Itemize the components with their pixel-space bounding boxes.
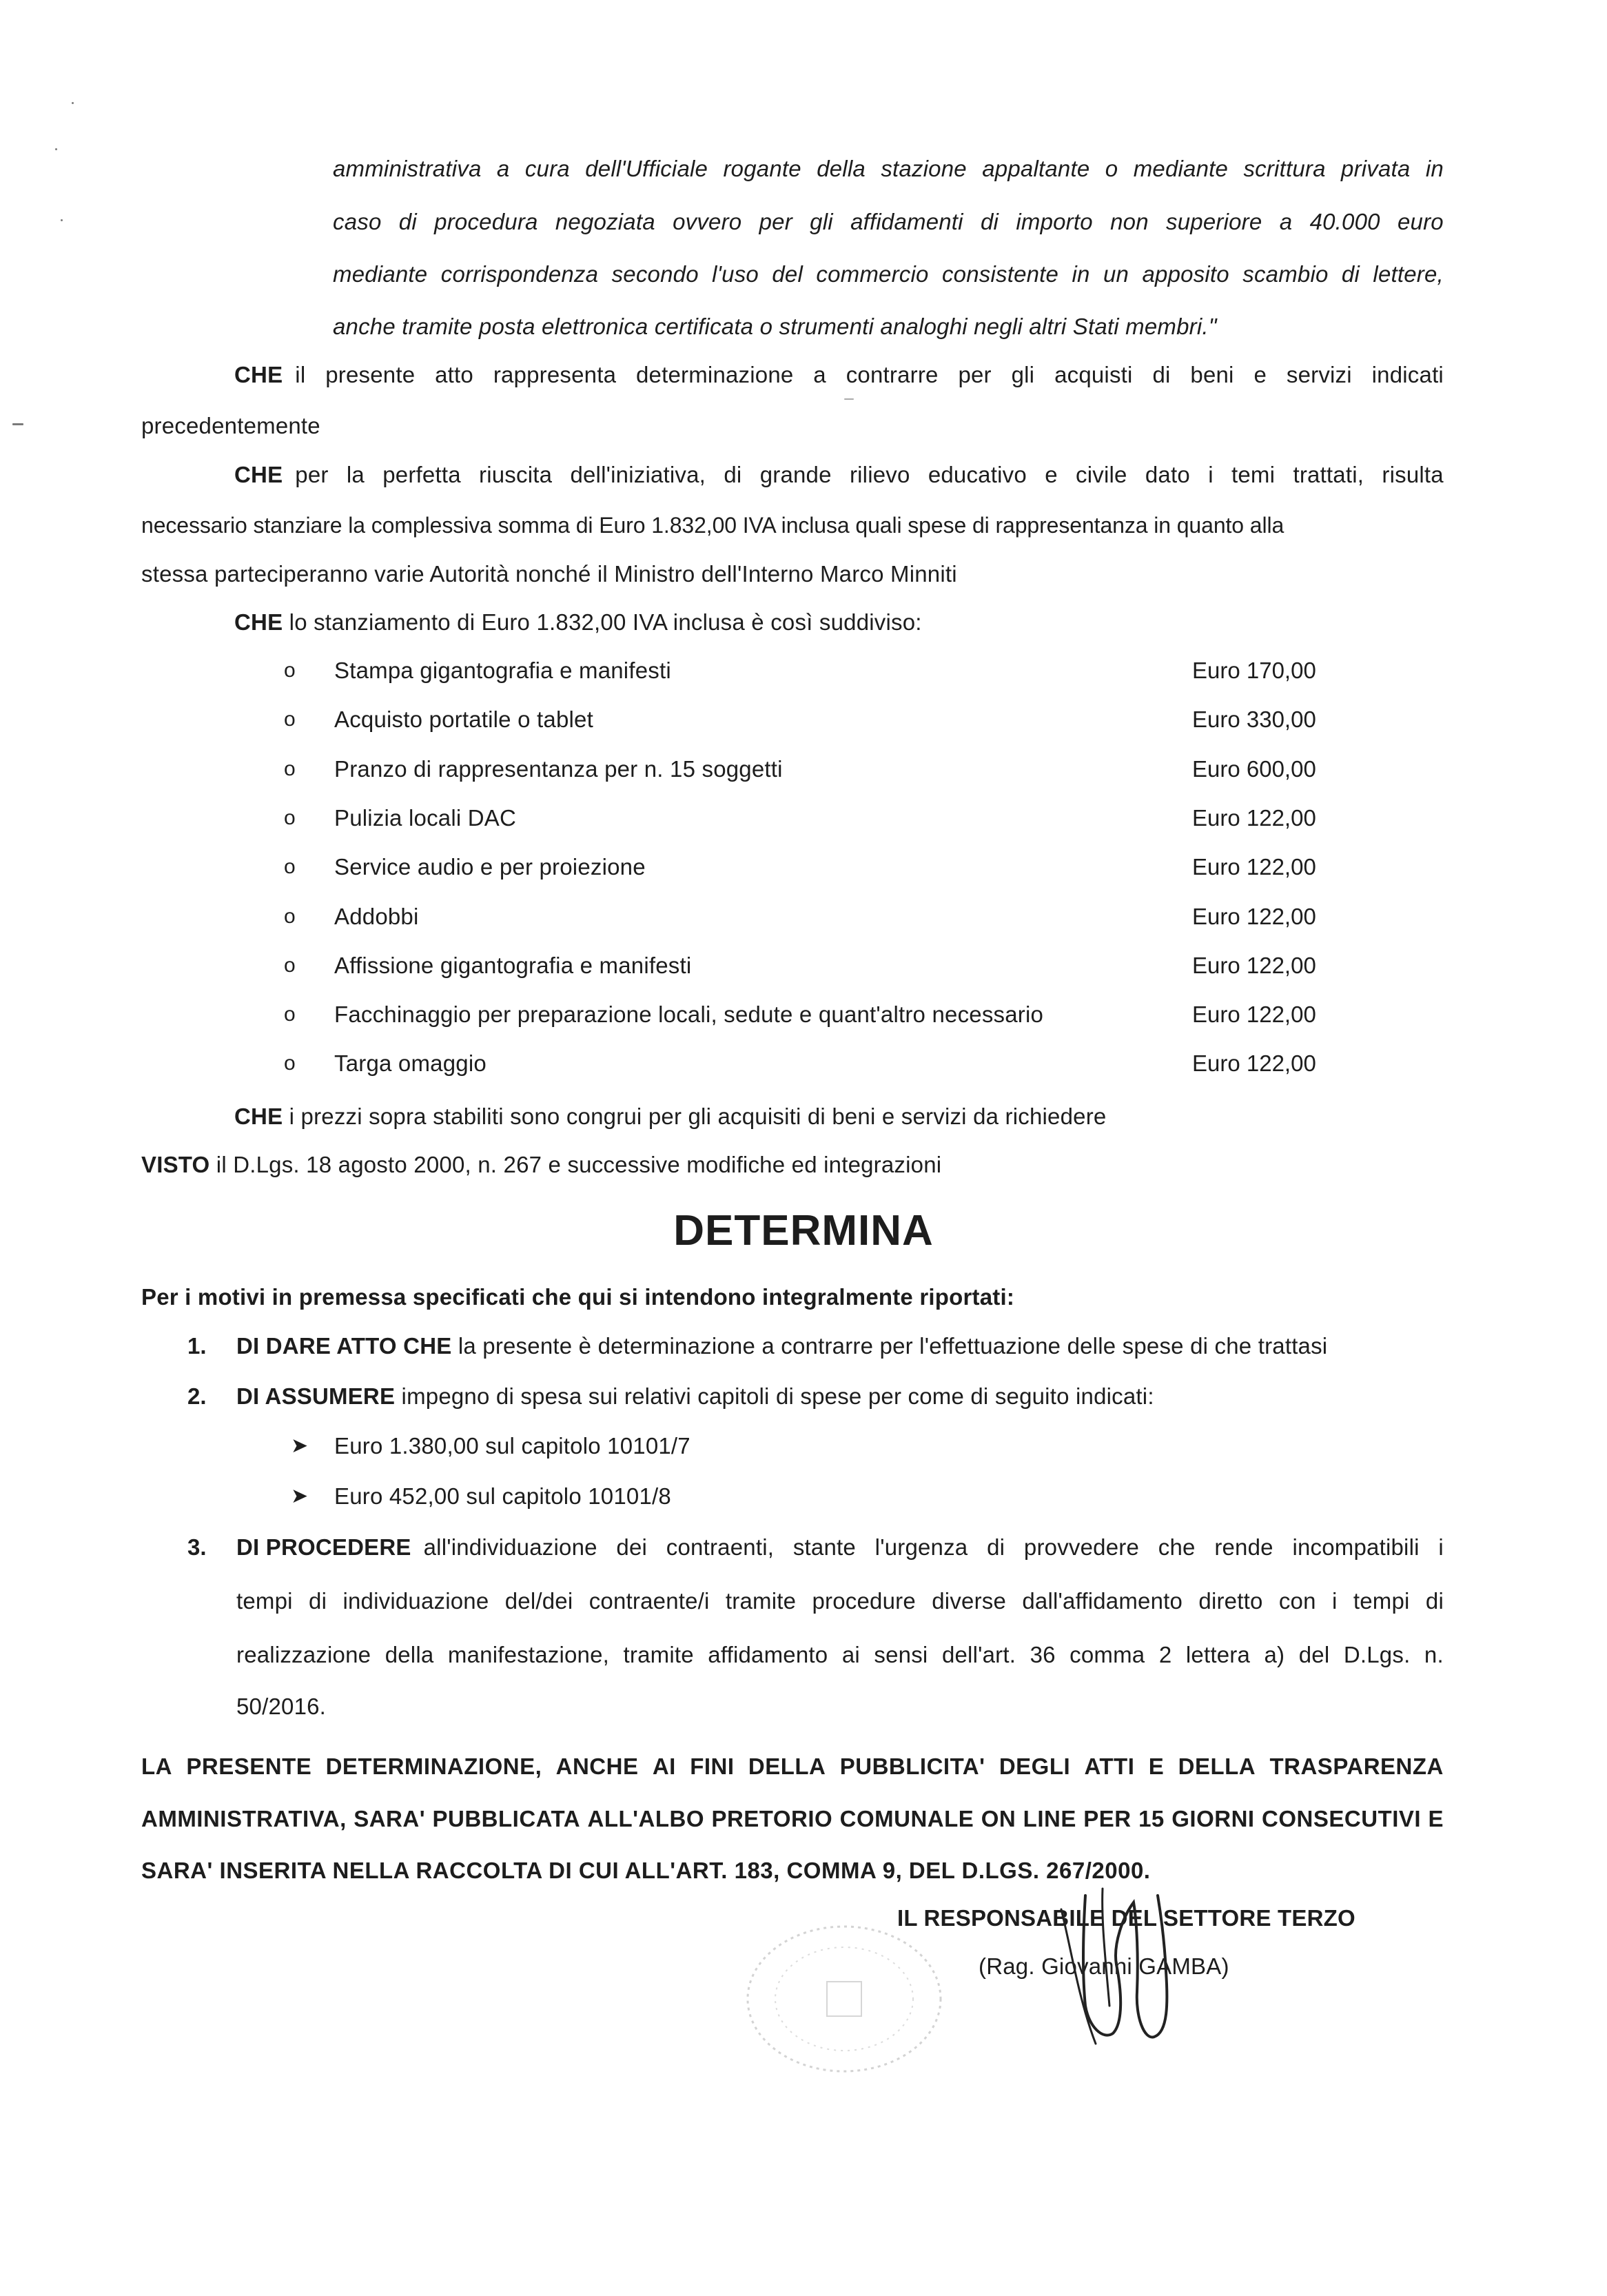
- expense-amount: Euro 330,00: [1192, 707, 1316, 732]
- publication-line-2: AMMINISTRATIVA, SARA' PUBBLICATA ALL'ALBO PRETORIO COMUNALE ON LINE PER 15 GIORNI CONSECUTIVI E: [141, 1806, 1444, 1831]
- handwritten-signature: [1020, 1868, 1199, 2054]
- scan-speck: [55, 148, 57, 150]
- che-3-text: lo stanziamento di Euro 1.832,00 IVA inclusa è così suddiviso:: [289, 609, 922, 635]
- scan-speck: [61, 219, 63, 221]
- che-3-line: [234, 609, 922, 636]
- point-2-text: impegno di spesa sui relativi capitoli di spese per come di seguito indicati:: [401, 1383, 1154, 1409]
- che-1-text: il presente atto rappresenta determinazione a contrarre per gli acquisti di beni e servizi indicati: [295, 362, 1444, 387]
- intro-line-2: caso di procedura negoziata ovvero per gli affidamenti di importo non superiore a 40.000 euro: [333, 209, 1444, 234]
- visto-label: VISTO: [141, 1152, 210, 1177]
- visto-line: [141, 1151, 941, 1179]
- point-3-line-1: [236, 1534, 1444, 1561]
- point-2-line: [236, 1383, 1154, 1410]
- sub-item-1: Euro 1.380,00 sul capitolo 10101/7: [334, 1433, 690, 1459]
- che-4-line: [234, 1103, 1106, 1130]
- list-bullet-icon: o: [284, 659, 296, 682]
- signatory-title: IL RESPONSABILE DEL SETTORE TERZO: [897, 1905, 1355, 1931]
- che-1-line-2: precedentemente: [141, 413, 320, 438]
- expense-amount: Euro 122,00: [1192, 854, 1316, 880]
- intro-line-3: mediante corrispondenza secondo l'uso del commercio consistente in un apposito scambio di lettere,: [333, 261, 1444, 287]
- scan-speck: [72, 102, 74, 104]
- expense-amount: Euro 122,00: [1192, 904, 1316, 929]
- che-2-line-1: [234, 461, 1444, 489]
- list-bullet-icon: o: [284, 855, 296, 878]
- expense-item: Pranzo di rappresentanza per n. 15 soggetti: [334, 756, 783, 782]
- che-2-line-3: stessa parteciperanno varie Autorità nonché il Ministro dell'Interno Marco Minniti: [141, 561, 957, 587]
- expense-item: Targa omaggio: [334, 1050, 487, 1076]
- determina-heading: DETERMINA: [673, 1207, 934, 1254]
- point-1-label: DI DARE ATTO CHE: [236, 1333, 452, 1359]
- list-bullet-icon: o: [284, 905, 296, 928]
- point-3-text: all'individuazione dei contraenti, stante l'urgenza di provvedere che rende incompatibili i: [423, 1534, 1444, 1560]
- che-1-line-1: [234, 361, 1444, 389]
- expense-item: Acquisto portatile o tablet: [334, 707, 593, 732]
- expense-amount: Euro 122,00: [1192, 1002, 1316, 1027]
- official-stamp: [730, 1916, 958, 2082]
- expense-item: Facchinaggio per preparazione locali, sedute e quant'altro necessario: [334, 1002, 1044, 1027]
- publication-line-3: SARA' INSERITA NELLA RACCOLTA DI CUI ALL'ART. 183, COMMA 9, DEL D.LGS. 267/2000.: [141, 1858, 1151, 1883]
- expense-item: Pulizia locali DAC: [334, 805, 517, 831]
- expense-item: Stampa gigantografia e manifesti: [334, 658, 671, 683]
- list-bullet-icon: o: [284, 758, 296, 780]
- visto-text: il D.Lgs. 18 agosto 2000, n. 267 e successive modifiche ed integrazioni: [216, 1152, 942, 1177]
- expense-item: Affissione gigantografia e manifesti: [334, 953, 692, 978]
- point-1-line: [236, 1332, 1327, 1360]
- point-3-line-4: 50/2016.: [236, 1694, 327, 1719]
- point-1-text: la presente è determinazione a contrarre per l'effettuazione delle spese di che trattasi: [458, 1333, 1328, 1359]
- list-bullet-icon: o: [284, 1052, 296, 1075]
- che-3-label: CHE: [234, 609, 283, 635]
- scan-speck: [844, 398, 854, 400]
- motivi-line: Per i motivi in premessa specificati che qui si intendono integralmente riportati:: [141, 1284, 1015, 1310]
- list-bullet-icon: o: [284, 708, 296, 731]
- list-bullet-icon: o: [284, 1003, 296, 1026]
- sub-item-2: Euro 452,00 sul capitolo 10101/8: [334, 1483, 671, 1509]
- expense-amount: Euro 122,00: [1192, 953, 1316, 978]
- point-2-number: 2.: [187, 1383, 207, 1409]
- expense-amount: Euro 122,00: [1192, 1050, 1316, 1076]
- che-1-label: CHE: [234, 362, 283, 387]
- list-bullet-icon: o: [284, 954, 296, 977]
- intro-line-4: anche tramite posta elettronica certificata o strumenti analoghi negli altri Stati membri.": [333, 314, 1217, 339]
- che-2-label: CHE: [234, 462, 283, 487]
- che-4-text: i prezzi sopra stabiliti sono congrui per gli acquisiti di beni e servizi da richiedere: [289, 1104, 1107, 1129]
- signatory-name: (Rag. Giovanni GAMBA): [979, 1953, 1229, 1979]
- point-3-line-2: tempi di individuazione del/dei contraente/i tramite procedure diverse dall'affidamento diretto con i tempi di: [236, 1588, 1444, 1614]
- publication-line-1: LA PRESENTE DETERMINAZIONE, ANCHE AI FINI DELLA PUBBLICITA' DEGLI ATTI E DELLA TRASPARENZA: [141, 1754, 1444, 1779]
- point-3-line-3: realizzazione della manifestazione, tramite affidamento ai sensi dell'art. 36 comma 2 lettera a) del D.Lgs. n.: [236, 1642, 1444, 1667]
- intro-line-1: amministrativa a cura dell'Ufficiale rogante della stazione appaltante o mediante scrittura privata in: [333, 156, 1444, 181]
- che-2-text: per la perfetta riuscita dell'iniziativa, di grande rilievo educativo e civile dato i temi trattati, risulta: [295, 462, 1444, 487]
- expense-amount: Euro 600,00: [1192, 756, 1316, 782]
- list-bullet-icon: o: [284, 806, 296, 829]
- arrow-bullet-icon: ➤: [291, 1434, 309, 1457]
- scan-speck: [12, 423, 23, 425]
- expense-amount: Euro 122,00: [1192, 805, 1316, 831]
- point-3-label: DI PROCEDERE: [236, 1534, 411, 1560]
- point-1-number: 1.: [187, 1333, 207, 1359]
- expense-item: Addobbi: [334, 904, 419, 929]
- point-2-label: DI ASSUMERE: [236, 1383, 396, 1409]
- arrow-bullet-icon: ➤: [291, 1485, 309, 1507]
- che-4-label: CHE: [234, 1104, 283, 1129]
- point-3-number: 3.: [187, 1534, 207, 1560]
- expense-amount: Euro 170,00: [1192, 658, 1316, 683]
- expense-item: Service audio e per proiezione: [334, 854, 646, 880]
- che-2-line-2: necessario stanziare la complessiva somma di Euro 1.832,00 IVA inclusa quali spese di rappresentanza in quanto alla: [141, 513, 1284, 538]
